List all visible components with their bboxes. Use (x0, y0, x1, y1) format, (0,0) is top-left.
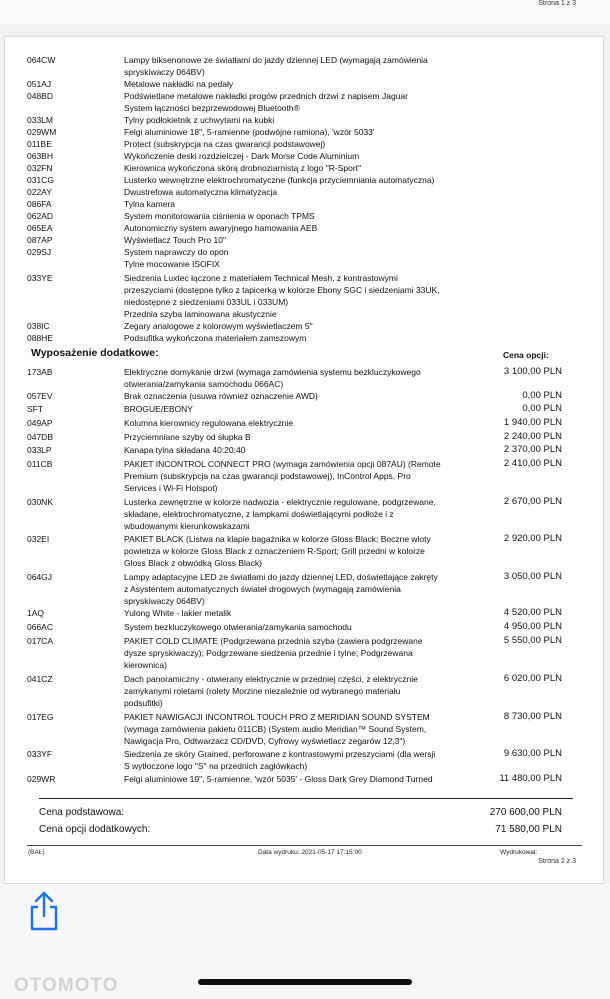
option-price: 4 950,00 PLN (503, 621, 562, 632)
item-code: 086FA (27, 199, 52, 209)
item-description: Lampy biksenonowe ze światłami do jazdy dziennej LED (wymagają zamówienia spryskiwaczy 064BV) (124, 55, 428, 77)
option-price: 2 370,00 PLN (503, 444, 562, 455)
item-code: 087AP (27, 235, 53, 245)
item-description: Kierownica wykończona skórą drobnoziarnistą z logo "R-Sport" (124, 163, 362, 173)
item-description: Zegary analogowe z kolorowym wyświetlaczem 5" (124, 321, 313, 331)
option-description: Przyciemniane szyby od słupka B (124, 432, 251, 442)
item-description: System monitorowania ciśnienia w oponach TPMS (124, 211, 315, 221)
item-description: Metalowe nakładki na pedały (124, 79, 234, 89)
option-code: 049AP (27, 418, 53, 428)
footer-print-date: Data wydruku: 2021-05-17 17:15:00 (258, 849, 362, 856)
option-code: 041CZ (27, 674, 53, 684)
option-price: 4 520,00 PLN (503, 607, 562, 618)
totals-top-rule (39, 798, 573, 799)
item-code: 063BH (27, 151, 53, 161)
page-indicator-top: Strona 1 z 3 (538, 0, 576, 7)
option-code: 029WR (27, 774, 56, 784)
option-price: 9 630,00 PLN (503, 748, 562, 759)
option-code: 057EV (27, 391, 53, 401)
option-description: Yulong White - lakier metalik (124, 608, 232, 618)
option-description: Dach panoramiczny - otwierany elektrycznie w przedniej części, z elektrycznie zamykanymi roletami (rolety Morzine niezależnie od wybranego materiału podsufitki) (124, 674, 418, 708)
item-description: Autonomiczny system awaryjnego hamowania AEB (124, 223, 318, 233)
item-description: Podsufitka wykończona materiałem zamszowym (124, 333, 307, 343)
item-code: 032FN (27, 163, 53, 173)
home-indicator[interactable] (198, 979, 412, 985)
footer-rule (27, 845, 582, 846)
option-price: 8 730,00 PLN (503, 711, 562, 722)
option-description: Lusterka zewnętrzne w kolorze nadwozia - elektrycznie regulowane, podgrzewane, składane, elektrochromatyczne, z lampkami doświetlającymi podłoże i z wbudowanymi kierunkowskazami (124, 497, 436, 531)
option-description: PAKIET BLACK (Listwa na klapie bagażnika w kolorze Gloss Black; Boczne wloty powietrza w kolorze Gloss Black z oznaczeniem R-Sport; Grill przedni w kolorze Gloss Black z obwódką Gloss Black) (124, 534, 431, 568)
share-button[interactable] (27, 890, 61, 932)
item-description: Dwustrefowa automatyczna klimatyzacja (124, 187, 278, 197)
option-price: 2 240,00 PLN (503, 431, 562, 442)
item-description: Podświetlane metalowe nakładki progów przednich drzwi z napisem Jaguar System łączności bezprzewodowej Bluetooth® (124, 91, 408, 113)
item-code: 029SJ (27, 247, 52, 257)
option-price-header: Cena opcji: (503, 350, 549, 360)
option-description: Kanapa tylna składana 40:20:40 (124, 445, 246, 455)
item-code: 064CW (27, 55, 56, 65)
option-price: 2 410,00 PLN (503, 458, 562, 469)
item-description: Wykończenie deski rozdzielczej - Dark Morse Code Aluminium (124, 151, 360, 161)
option-price: 6 020,00 PLN (503, 673, 562, 684)
item-code: 022AY (27, 187, 52, 197)
option-price: 3 050,00 PLN (503, 571, 562, 582)
option-description: Lampy adaptacyjne LED ze światłami do jazdy dziennej LED, doświetlające zakręty z Asystentem automatycznych świateł drogowych (wymagają zamówienia spryskiwaczy 064BV) (124, 572, 438, 606)
previous-page-strip (0, 0, 610, 25)
option-code: 064GJ (27, 572, 53, 582)
option-code: 1AQ (27, 608, 45, 618)
item-description: Wyświetlacz Touch Pro 10" (124, 235, 226, 245)
options-section-title: Wyposażenie dodatkowe: (31, 347, 159, 359)
base-price-label: Cena podstawowa: (39, 807, 125, 818)
option-description: Siedzenia ze skóry Grained, perforowane z kontrastowymi przeszyciami (dla wersji S wytłoczone logo "S" na przednich zagłówkach) (124, 749, 436, 771)
item-code: 065EA (27, 223, 53, 233)
options-price-value: 71 580,00 PLN (495, 824, 562, 835)
option-price: 1 940,00 PLN (503, 417, 562, 428)
option-description: Felgi aluminiowe 19", 5-ramienne, 'wzór 5035' - Gloss Dark Grey Diamond Turned (124, 774, 433, 784)
option-code: 033YF (27, 749, 53, 759)
item-code: 088HE (27, 333, 53, 343)
option-price: 0,00 PLN (522, 403, 562, 414)
option-price: 11 480,00 PLN (499, 773, 562, 784)
item-description: Felgi aluminiowe 18", 5-ramienne (podwójne ramiona), 'wzór 5033' (124, 127, 375, 137)
option-description: PAKIET NAWIGACJI INCONTROL TOUCH PRO Z MERIDIAN SOUND SYSTEM (wymaga zamówienia pakietu 011CB) (System audio Meridian™ Sound System, Nawigacja Pro, Odtwarzacz CD/DVD, Cyfrowy wyświetlacz zegarów 12,3") (124, 712, 430, 746)
option-description: PAKIET COLD CLIMATE (Podgrzewana przednia szyba (zawiera podgrzewane dysze spryskiwaczy); Podgrzewane siedzenia przednie i tylne; Podgrzewana kierownica) (124, 636, 423, 670)
option-code: 017CA (27, 636, 53, 646)
option-price: 2 670,00 PLN (503, 496, 562, 507)
item-description: Tylna kamera (124, 199, 176, 209)
option-description: PAKIET INCONTROL CONNECT PRO (wymaga zamówienia opcji 087AU) (Remote Premium (subskrypcja na czas gwarancji podstawowej), InControl Apps, Pro Services i Wi-Fi Hotspot) (124, 459, 441, 493)
item-description: Tylny podłokietnik z uchwytami na kubki (124, 115, 275, 125)
option-price: 2 920,00 PLN (503, 533, 562, 544)
option-code: 030NK (27, 497, 53, 507)
base-price-value: 270 600,00 PLN (489, 807, 562, 818)
item-description: System naprawczy do opon Tylne mocowanie ISOFIX (124, 247, 229, 269)
option-code: 033LP (27, 445, 52, 455)
item-code: 051AJ (27, 79, 52, 89)
option-description: BROGUE/EBONY (124, 404, 193, 414)
option-price: 3 100,00 PLN (503, 366, 562, 377)
item-code: 062AD (27, 211, 53, 221)
page-indicator-bottom: Strona 2 z 3 (538, 858, 576, 865)
option-code: 032EI (27, 534, 50, 544)
option-description: System bezkluczykowego otwierania/zamykania samochodu (124, 622, 352, 632)
option-description: Brak oznaczenia (usuwa również oznaczenie AWD) (124, 391, 318, 401)
option-code: 011CB (27, 459, 53, 469)
option-code: 047DB (27, 432, 53, 442)
options-price-label: Cena opcji dodatkowych: (39, 824, 151, 835)
item-code: 029WM (27, 127, 57, 137)
footer-printed-by: Wydrukował: (500, 849, 538, 856)
item-code: 011BE (27, 139, 52, 149)
option-code: 017EG (27, 712, 54, 722)
option-code: SFT (27, 404, 44, 414)
item-description: Siedzenia Luxtec łączone z materiałem Technical Mesh, z kontrastowymi przeszyciami (dostępne tylko z tapicerką w kolorze Ebony SGC i siedzeniami 33UK, niedostępne z siedzeniami 033UL i 033UM) Przednia szyba laminowana akustycznie (124, 273, 440, 319)
option-code: 173AB (27, 367, 53, 377)
option-price: 5 550,00 PLN (503, 635, 562, 646)
share-icon (27, 890, 61, 932)
option-code: 066AC (27, 622, 53, 632)
otomoto-watermark: OTOMOTO (14, 975, 119, 996)
option-price: 0,00 PLN (522, 390, 562, 401)
item-description: Protect (subskrypcja na czas gwarancji podstawowej) (124, 139, 326, 149)
item-code: 048BD (27, 91, 53, 101)
option-description: Elektryczne domykanie drzwi (wymaga zamówienia systemu bezkluczykowego otwierania/zamykania samochodu 066AC) (124, 367, 421, 389)
item-code: 033LM (27, 115, 53, 125)
footer-dealer-code: (BAŁ) (28, 849, 45, 856)
item-description: Lusterko wewnętrzne elektrochromatyczne (funkcja przyciemniania automatyczna) (124, 175, 435, 185)
item-code: 038IC (27, 321, 50, 331)
option-description: Kolumna kierownicy regulowana elektrycznie (124, 418, 294, 428)
item-code: 033YE (27, 273, 53, 283)
item-code: 031CG (27, 175, 54, 185)
